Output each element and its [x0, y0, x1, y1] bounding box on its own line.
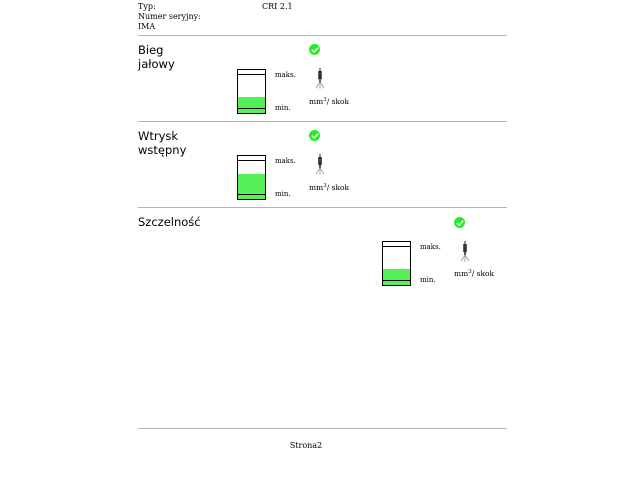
max-line	[238, 74, 265, 75]
min-line	[383, 280, 410, 281]
unit-label: $mm^3/$ skok	[309, 97, 350, 106]
check-circle-icon	[309, 130, 320, 141]
divider	[138, 428, 507, 429]
section-title: Szczelność	[138, 215, 201, 229]
section-title: Wtrysk wstępny	[138, 129, 187, 157]
level-gauge	[237, 155, 266, 200]
max-label: maks.	[275, 157, 296, 165]
min-line	[238, 194, 265, 195]
max-line	[383, 246, 410, 247]
min-label: min.	[420, 276, 436, 284]
check-circle-icon	[454, 217, 465, 228]
check-circle-icon	[309, 44, 320, 55]
type-label: Typ:	[138, 2, 156, 11]
max-label: maks.	[420, 243, 441, 251]
serial-label: Numer seryjny:	[138, 12, 201, 21]
level-fill	[383, 269, 410, 285]
divider	[138, 35, 507, 36]
max-label: maks.	[275, 71, 296, 79]
level-fill	[238, 174, 265, 199]
level-gauge	[382, 241, 411, 286]
divider	[138, 207, 507, 208]
min-label: min.	[275, 104, 291, 112]
level-fill	[238, 97, 265, 113]
page-number: Strona2	[289, 441, 323, 450]
min-label: min.	[275, 190, 291, 198]
max-line	[238, 160, 265, 161]
ima-label: IMA	[138, 22, 156, 31]
divider	[138, 121, 507, 122]
min-line	[238, 108, 265, 109]
unit-label: $mm^3/$ skok	[309, 183, 350, 192]
injector-icon	[314, 154, 326, 176]
unit-label: $mm^3/$ skok	[454, 269, 495, 278]
injector-icon	[314, 68, 326, 90]
type-value: CRI 2.1	[262, 2, 293, 11]
injector-icon	[459, 241, 471, 263]
section-title: Bieg jałowy	[138, 43, 175, 71]
level-gauge	[237, 69, 266, 114]
